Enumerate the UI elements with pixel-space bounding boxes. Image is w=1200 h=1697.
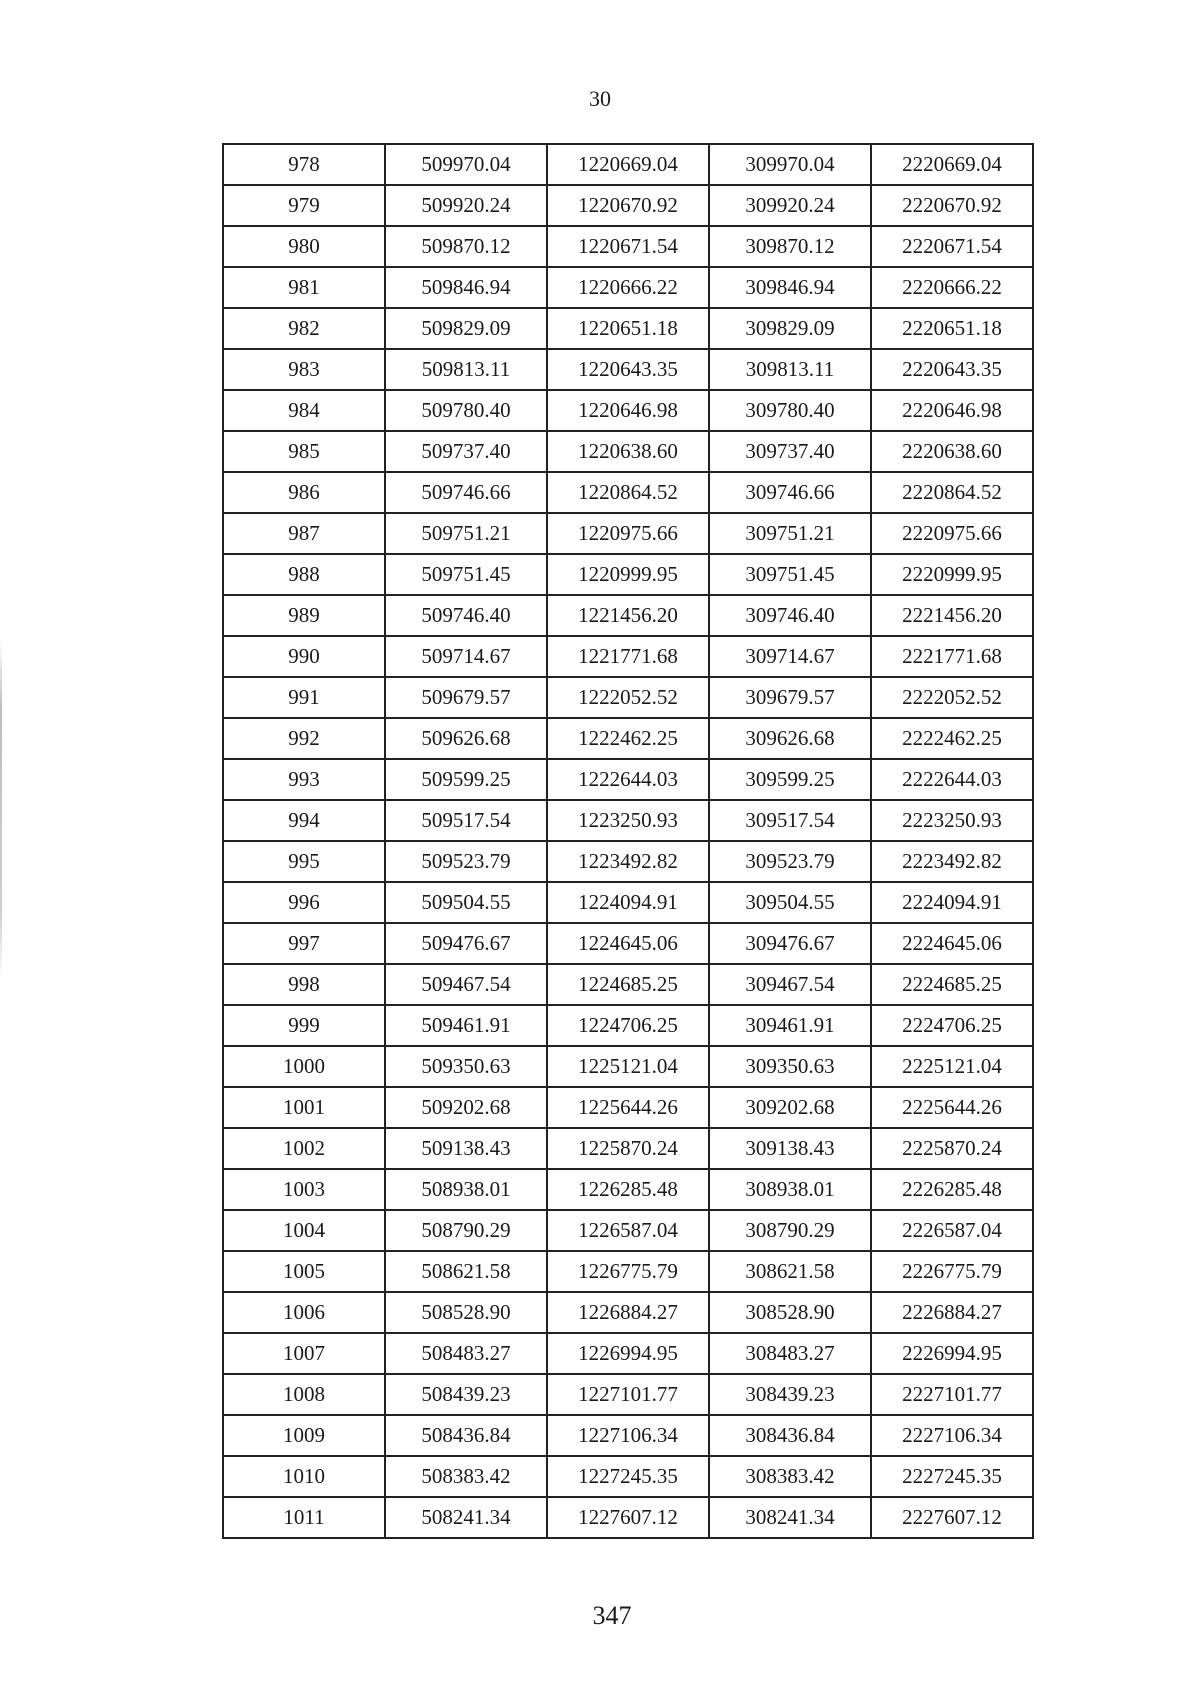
point-number-cell: 994 <box>223 800 385 841</box>
point-number-cell: 987 <box>223 513 385 554</box>
coord-y2-cell: 2220651.18 <box>871 308 1033 349</box>
coord-y1-cell: 1221771.68 <box>547 636 709 677</box>
table-row <box>223 431 1033 472</box>
coord-x1-cell: 508383.42 <box>385 1456 547 1497</box>
coord-y2-cell: 2222462.25 <box>871 718 1033 759</box>
coord-y2-cell: 2226994.95 <box>871 1333 1033 1374</box>
coord-x2-cell: 308621.58 <box>709 1251 871 1292</box>
coord-y1-cell: 1220651.18 <box>547 308 709 349</box>
coord-x1-cell: 508621.58 <box>385 1251 547 1292</box>
coord-y1-cell: 1220666.22 <box>547 267 709 308</box>
table-row <box>223 1292 1033 1333</box>
coord-x2-cell: 309829.09 <box>709 308 871 349</box>
point-number-cell: 979 <box>223 185 385 226</box>
table-row <box>223 841 1033 882</box>
coord-x2-cell: 308483.27 <box>709 1333 871 1374</box>
table-row <box>223 1087 1033 1128</box>
coord-y1-cell: 1220646.98 <box>547 390 709 431</box>
coord-y2-cell: 2227106.34 <box>871 1415 1033 1456</box>
coord-y2-cell: 2220669.04 <box>871 144 1033 185</box>
coord-x2-cell: 308528.90 <box>709 1292 871 1333</box>
coord-y2-cell: 2224094.91 <box>871 882 1033 923</box>
coord-x1-cell: 509751.21 <box>385 513 547 554</box>
coord-x1-cell: 509737.40 <box>385 431 547 472</box>
table-row <box>223 1333 1033 1374</box>
coord-x2-cell: 309523.79 <box>709 841 871 882</box>
coord-x2-cell: 309746.40 <box>709 595 871 636</box>
coord-x1-cell: 509626.68 <box>385 718 547 759</box>
table-row <box>223 554 1033 595</box>
coord-y1-cell: 1220669.04 <box>547 144 709 185</box>
coord-y1-cell: 1220670.92 <box>547 185 709 226</box>
coord-x1-cell: 509846.94 <box>385 267 547 308</box>
table-row <box>223 1251 1033 1292</box>
point-number-cell: 988 <box>223 554 385 595</box>
coord-y2-cell: 2220999.95 <box>871 554 1033 595</box>
page-number-bottom: 347 <box>592 1601 632 1630</box>
point-number-cell: 1008 <box>223 1374 385 1415</box>
coord-y1-cell: 1223250.93 <box>547 800 709 841</box>
coord-y1-cell: 1226285.48 <box>547 1169 709 1210</box>
coord-x1-cell: 509350.63 <box>385 1046 547 1087</box>
table-row <box>223 308 1033 349</box>
coord-y2-cell: 2225870.24 <box>871 1128 1033 1169</box>
coord-x1-cell: 509714.67 <box>385 636 547 677</box>
point-number-cell: 982 <box>223 308 385 349</box>
coord-x2-cell: 309467.54 <box>709 964 871 1005</box>
coord-y2-cell: 2225644.26 <box>871 1087 1033 1128</box>
point-number-cell: 1000 <box>223 1046 385 1087</box>
coord-y1-cell: 1222462.25 <box>547 718 709 759</box>
coordinate-table-body <box>223 144 1033 1538</box>
table-row <box>223 677 1033 718</box>
coord-y2-cell: 2226587.04 <box>871 1210 1033 1251</box>
coord-y1-cell: 1220864.52 <box>547 472 709 513</box>
coord-y1-cell: 1220975.66 <box>547 513 709 554</box>
coord-y1-cell: 1226775.79 <box>547 1251 709 1292</box>
coord-y2-cell: 2224685.25 <box>871 964 1033 1005</box>
coord-x2-cell: 309920.24 <box>709 185 871 226</box>
coord-y2-cell: 2227245.35 <box>871 1456 1033 1497</box>
coord-y2-cell: 2226285.48 <box>871 1169 1033 1210</box>
point-number-cell: 1006 <box>223 1292 385 1333</box>
coord-y1-cell: 1224094.91 <box>547 882 709 923</box>
coord-x1-cell: 509679.57 <box>385 677 547 718</box>
coord-x1-cell: 509138.43 <box>385 1128 547 1169</box>
coord-y2-cell: 2220670.92 <box>871 185 1033 226</box>
coord-x2-cell: 309350.63 <box>709 1046 871 1087</box>
point-number-cell: 997 <box>223 923 385 964</box>
coord-x2-cell: 309780.40 <box>709 390 871 431</box>
table-row <box>223 1210 1033 1251</box>
point-number-cell: 1001 <box>223 1087 385 1128</box>
coord-y1-cell: 1226587.04 <box>547 1210 709 1251</box>
coord-x2-cell: 308790.29 <box>709 1210 871 1251</box>
coord-x1-cell: 509523.79 <box>385 841 547 882</box>
coord-y1-cell: 1226884.27 <box>547 1292 709 1333</box>
point-number-cell: 996 <box>223 882 385 923</box>
coord-x2-cell: 309970.04 <box>709 144 871 185</box>
page-number-top: 30 <box>589 86 611 111</box>
table-row <box>223 1169 1033 1210</box>
table-row <box>223 800 1033 841</box>
coord-x1-cell: 509746.40 <box>385 595 547 636</box>
table-row <box>223 390 1033 431</box>
coord-y2-cell: 2223492.82 <box>871 841 1033 882</box>
coordinate-table-container <box>222 143 1034 1539</box>
coord-x1-cell: 509467.54 <box>385 964 547 1005</box>
point-number-cell: 991 <box>223 677 385 718</box>
point-number-cell: 993 <box>223 759 385 800</box>
coord-x2-cell: 309751.45 <box>709 554 871 595</box>
coord-y2-cell: 2221456.20 <box>871 595 1033 636</box>
coord-x2-cell: 308383.42 <box>709 1456 871 1497</box>
coord-y2-cell: 2222644.03 <box>871 759 1033 800</box>
coord-x2-cell: 309517.54 <box>709 800 871 841</box>
point-number-cell: 990 <box>223 636 385 677</box>
coord-y1-cell: 1220671.54 <box>547 226 709 267</box>
point-number-cell: 1009 <box>223 1415 385 1456</box>
coord-x1-cell: 509461.91 <box>385 1005 547 1046</box>
point-number-cell: 1005 <box>223 1251 385 1292</box>
coord-x1-cell: 509504.55 <box>385 882 547 923</box>
table-row <box>223 185 1033 226</box>
coord-x1-cell: 509599.25 <box>385 759 547 800</box>
coord-y2-cell: 2227607.12 <box>871 1497 1033 1538</box>
coord-x1-cell: 509202.68 <box>385 1087 547 1128</box>
coord-x2-cell: 309813.11 <box>709 349 871 390</box>
coord-x2-cell: 309746.66 <box>709 472 871 513</box>
coord-y2-cell: 2223250.93 <box>871 800 1033 841</box>
coord-x1-cell: 509813.11 <box>385 349 547 390</box>
coord-y2-cell: 2220666.22 <box>871 267 1033 308</box>
coord-x2-cell: 309138.43 <box>709 1128 871 1169</box>
point-number-cell: 985 <box>223 431 385 472</box>
table-row <box>223 1374 1033 1415</box>
point-number-cell: 989 <box>223 595 385 636</box>
coord-x1-cell: 509970.04 <box>385 144 547 185</box>
coord-x1-cell: 508439.23 <box>385 1374 547 1415</box>
coord-y1-cell: 1224706.25 <box>547 1005 709 1046</box>
point-number-cell: 992 <box>223 718 385 759</box>
point-number-cell: 999 <box>223 1005 385 1046</box>
coord-y1-cell: 1220643.35 <box>547 349 709 390</box>
coord-x2-cell: 309737.40 <box>709 431 871 472</box>
coord-y1-cell: 1227245.35 <box>547 1456 709 1497</box>
coordinate-table <box>222 143 1034 1539</box>
coord-x1-cell: 509870.12 <box>385 226 547 267</box>
coord-y1-cell: 1223492.82 <box>547 841 709 882</box>
point-number-cell: 1002 <box>223 1128 385 1169</box>
point-number-cell: 981 <box>223 267 385 308</box>
coord-x1-cell: 509476.67 <box>385 923 547 964</box>
table-row <box>223 226 1033 267</box>
coord-x2-cell: 309846.94 <box>709 267 871 308</box>
table-row <box>223 882 1033 923</box>
coord-x2-cell: 309679.57 <box>709 677 871 718</box>
table-row <box>223 1128 1033 1169</box>
coord-y2-cell: 2227101.77 <box>871 1374 1033 1415</box>
coord-x1-cell: 508790.29 <box>385 1210 547 1251</box>
coord-x1-cell: 508483.27 <box>385 1333 547 1374</box>
scan-edge-mark <box>0 640 2 980</box>
table-row <box>223 1415 1033 1456</box>
coord-y2-cell: 2226775.79 <box>871 1251 1033 1292</box>
table-row <box>223 718 1033 759</box>
coord-x1-cell: 509829.09 <box>385 308 547 349</box>
coord-y1-cell: 1224645.06 <box>547 923 709 964</box>
coord-y2-cell: 2224706.25 <box>871 1005 1033 1046</box>
coord-y2-cell: 2220671.54 <box>871 226 1033 267</box>
coord-x2-cell: 308439.23 <box>709 1374 871 1415</box>
coord-y2-cell: 2220646.98 <box>871 390 1033 431</box>
coord-y1-cell: 1222052.52 <box>547 677 709 718</box>
point-number-cell: 984 <box>223 390 385 431</box>
coord-x2-cell: 308938.01 <box>709 1169 871 1210</box>
coord-y1-cell: 1227101.77 <box>547 1374 709 1415</box>
coord-y2-cell: 2222052.52 <box>871 677 1033 718</box>
point-number-cell: 978 <box>223 144 385 185</box>
coord-y1-cell: 1224685.25 <box>547 964 709 1005</box>
point-number-cell: 1003 <box>223 1169 385 1210</box>
coord-x1-cell: 508528.90 <box>385 1292 547 1333</box>
coord-x2-cell: 309202.68 <box>709 1087 871 1128</box>
coord-y1-cell: 1225121.04 <box>547 1046 709 1087</box>
table-row <box>223 595 1033 636</box>
point-number-cell: 1004 <box>223 1210 385 1251</box>
table-row <box>223 144 1033 185</box>
coord-x1-cell: 509780.40 <box>385 390 547 431</box>
coord-x1-cell: 509746.66 <box>385 472 547 513</box>
table-row <box>223 964 1033 1005</box>
point-number-cell: 983 <box>223 349 385 390</box>
point-number-cell: 998 <box>223 964 385 1005</box>
coord-y2-cell: 2220864.52 <box>871 472 1033 513</box>
coord-x1-cell: 509751.45 <box>385 554 547 595</box>
table-row <box>223 759 1033 800</box>
point-number-cell: 1007 <box>223 1333 385 1374</box>
coord-x2-cell: 308436.84 <box>709 1415 871 1456</box>
coord-x1-cell: 509920.24 <box>385 185 547 226</box>
coord-y2-cell: 2225121.04 <box>871 1046 1033 1087</box>
table-row <box>223 267 1033 308</box>
coord-y2-cell: 2220643.35 <box>871 349 1033 390</box>
coord-y1-cell: 1225644.26 <box>547 1087 709 1128</box>
table-row <box>223 1005 1033 1046</box>
point-number-cell: 1010 <box>223 1456 385 1497</box>
coord-y2-cell: 2226884.27 <box>871 1292 1033 1333</box>
coord-x2-cell: 309476.67 <box>709 923 871 964</box>
coord-y2-cell: 2224645.06 <box>871 923 1033 964</box>
table-row <box>223 472 1033 513</box>
coord-x2-cell: 309714.67 <box>709 636 871 677</box>
coord-x2-cell: 309504.55 <box>709 882 871 923</box>
coord-x2-cell: 309870.12 <box>709 226 871 267</box>
coord-x1-cell: 509517.54 <box>385 800 547 841</box>
coord-y1-cell: 1221456.20 <box>547 595 709 636</box>
table-row <box>223 1456 1033 1497</box>
point-number-cell: 1011 <box>223 1497 385 1538</box>
coord-y1-cell: 1222644.03 <box>547 759 709 800</box>
coord-x2-cell: 309461.91 <box>709 1005 871 1046</box>
coord-y1-cell: 1226994.95 <box>547 1333 709 1374</box>
table-row <box>223 513 1033 554</box>
coord-y1-cell: 1225870.24 <box>547 1128 709 1169</box>
table-row <box>223 1046 1033 1087</box>
table-row <box>223 923 1033 964</box>
coord-x1-cell: 508938.01 <box>385 1169 547 1210</box>
coord-y1-cell: 1220999.95 <box>547 554 709 595</box>
coord-y2-cell: 2221771.68 <box>871 636 1033 677</box>
coord-x2-cell: 309599.25 <box>709 759 871 800</box>
coord-y2-cell: 2220638.60 <box>871 431 1033 472</box>
coord-y1-cell: 1220638.60 <box>547 431 709 472</box>
point-number-cell: 986 <box>223 472 385 513</box>
coord-x1-cell: 508241.34 <box>385 1497 547 1538</box>
coord-y2-cell: 2220975.66 <box>871 513 1033 554</box>
coord-x2-cell: 309626.68 <box>709 718 871 759</box>
table-row <box>223 349 1033 390</box>
table-row <box>223 1497 1033 1538</box>
coord-x2-cell: 308241.34 <box>709 1497 871 1538</box>
coord-x1-cell: 508436.84 <box>385 1415 547 1456</box>
coord-x2-cell: 309751.21 <box>709 513 871 554</box>
coord-y1-cell: 1227106.34 <box>547 1415 709 1456</box>
point-number-cell: 995 <box>223 841 385 882</box>
coord-y1-cell: 1227607.12 <box>547 1497 709 1538</box>
table-row <box>223 636 1033 677</box>
point-number-cell: 980 <box>223 226 385 267</box>
